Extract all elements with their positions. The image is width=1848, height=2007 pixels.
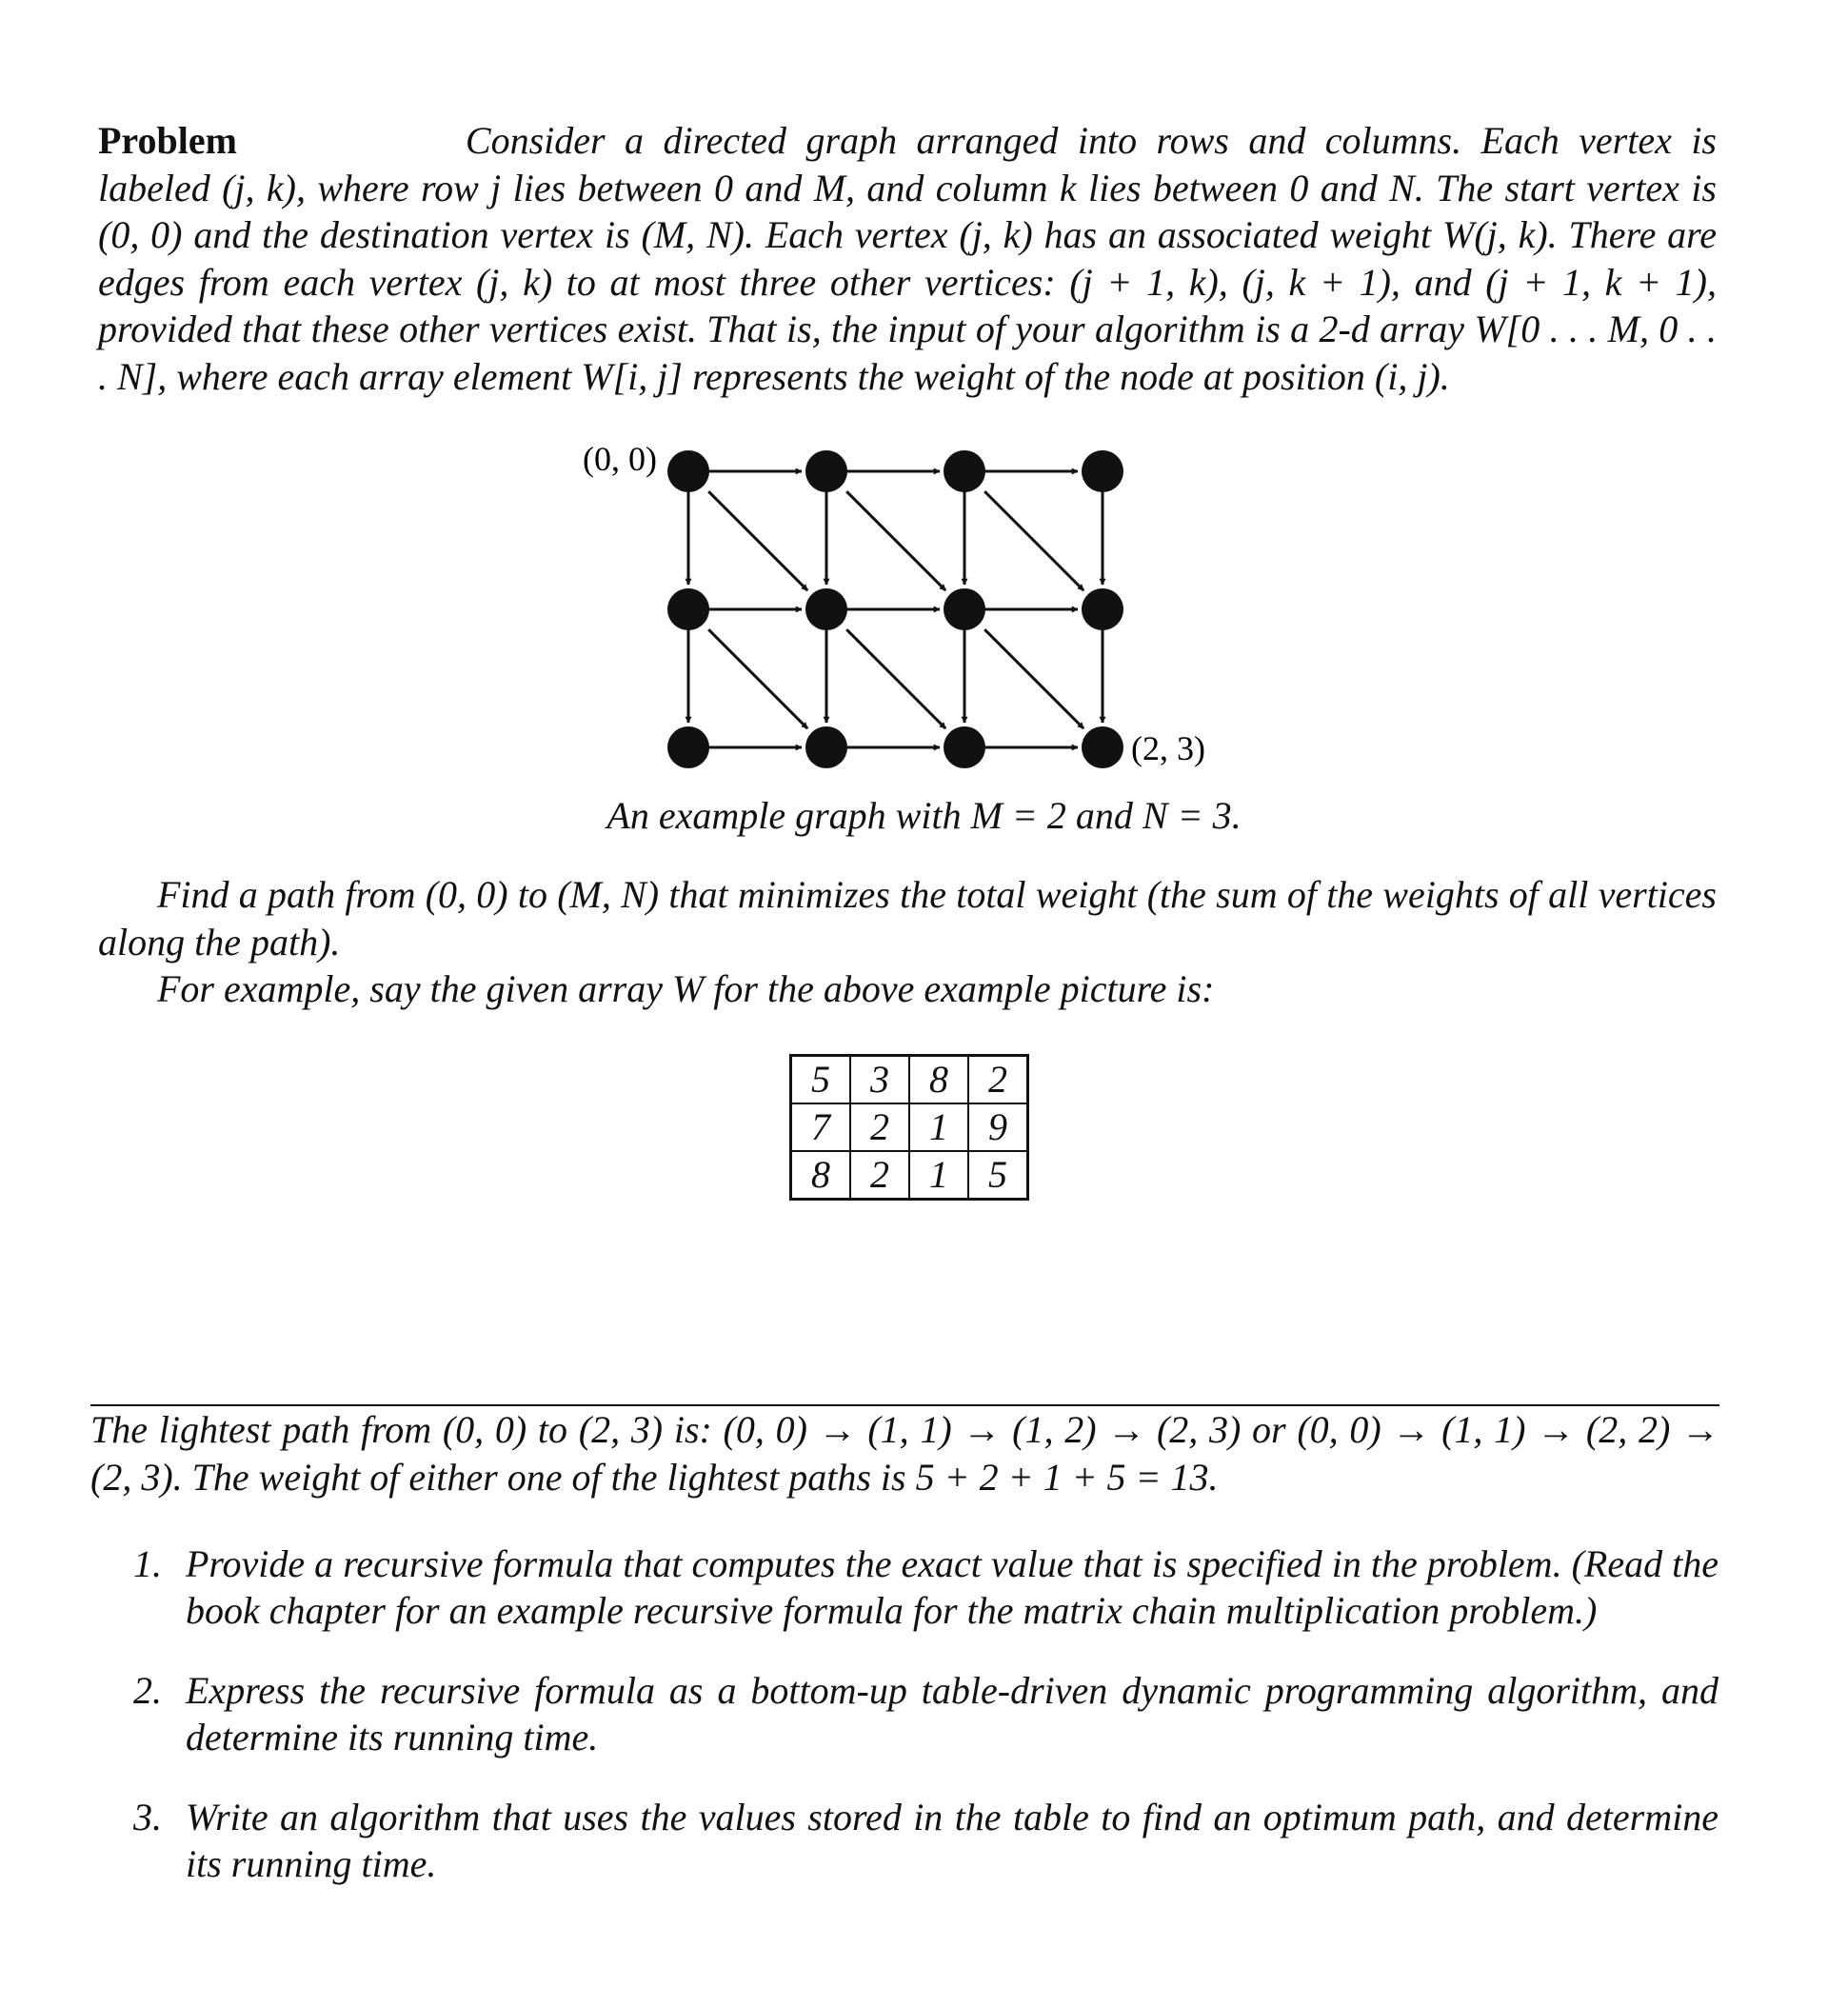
table-cell: 2 — [850, 1103, 909, 1151]
table-cell: 8 — [791, 1151, 851, 1200]
solution-paragraph: The lightest path from (0, 0) to (2, 3) is: (0, 0) → (1, 1) → (1, 2) → (2, 3) or (0, 0) → (1, 1) → (2, 2) → (2, 3). The weight of either one of the lightest paths is 5 + 2 + 1 + 5 = 13. — [90, 1408, 1719, 1499]
graph-edge-diagonal — [984, 491, 1083, 590]
table-cell: 5 — [968, 1151, 1028, 1200]
graph-vertex — [667, 450, 709, 492]
table-row — [791, 1151, 1028, 1200]
table-cell: 1 — [909, 1151, 968, 1200]
end-vertex-label: (2, 3) — [1131, 729, 1205, 767]
graph-vertex — [667, 588, 709, 630]
graph-vertex — [944, 450, 985, 492]
table-cell: 7 — [791, 1103, 851, 1151]
table-cell: 2 — [850, 1151, 909, 1200]
question-item — [133, 1667, 1719, 1760]
find-path-paragraph: Find a path from (0, 0) to (M, N) that minimizes the total weight (the sum of the weights of all vertices along the path). — [98, 873, 1717, 964]
start-vertex-label: (0, 0) — [583, 440, 657, 478]
graph-edge-diagonal — [846, 629, 945, 728]
question-item — [133, 1794, 1719, 1887]
graph-edge-diagonal — [708, 491, 807, 590]
graph-edge-diagonal — [846, 491, 945, 590]
graph-vertex — [944, 588, 985, 630]
question-number: 3. — [133, 1796, 162, 1838]
example-paragraph: For example, say the given array W for the above example picture is: — [157, 967, 1215, 1010]
graph-vertex — [805, 588, 847, 630]
graph-vertex — [805, 450, 847, 492]
graph-edges — [688, 471, 1103, 747]
question-text: Express the recursive formula as a bottom-up table-driven dynamic programming algorithm, and determine its running time. — [186, 1669, 1719, 1759]
table-cell: 8 — [909, 1056, 968, 1104]
graph-figure — [571, 433, 1238, 795]
problem-text: Consider a directed graph arranged into rows and columns. Each vertex is labeled (j, k), where row j lies between 0 and M, and column k lies between 0 and N. The start vertex is (0, 0) and the destination vertex is (M, N). Each vertex (j, k) has an associated weight W(j, k). There are edges from each vertex (j, k) to at most three other vertices: (j + 1, k), (j, k + 1), and (j + 1, k + 1), provided that these other vertices exist. That is, the input of your algorithm is a 2-d array W[0 . . . M, 0 . . . N], where each array element W[i, j] represents the weight of the node at position (i, j). — [98, 119, 1717, 398]
graph-vertex — [667, 726, 709, 768]
graph-vertex — [1082, 450, 1123, 492]
problem-title: Problem — [98, 119, 237, 162]
question-text: Provide a recursive formula that computes the exact value that is specified in the problem. (Read the book chapter for an example recursive formula for the matrix chain multiplication problem.) — [186, 1542, 1719, 1632]
table-cell: 9 — [968, 1103, 1028, 1151]
figure-caption: An example graph with M = 2 and N = 3. — [606, 794, 1242, 837]
graph-vertex — [805, 726, 847, 768]
graph-vertex — [944, 726, 985, 768]
table-cell: 1 — [909, 1103, 968, 1151]
table-row — [791, 1103, 1028, 1151]
question-text: Write an algorithm that uses the values stored in the table to find an optimum path, and determine its running time. — [186, 1796, 1719, 1885]
graph-edge-diagonal — [708, 629, 807, 728]
graph-vertex — [1082, 726, 1123, 768]
graph-edge-diagonal — [984, 629, 1083, 728]
table-cell: 5 — [791, 1056, 851, 1104]
question-item — [133, 1540, 1719, 1634]
table-cell: 2 — [968, 1056, 1028, 1104]
table-row — [791, 1056, 1028, 1104]
question-number: 1. — [133, 1542, 162, 1585]
question-number: 2. — [133, 1669, 162, 1712]
problem-statement — [98, 117, 1717, 400]
table-cell: 3 — [850, 1056, 909, 1104]
weight-table — [789, 1054, 1029, 1201]
question-list — [133, 1540, 1719, 1920]
graph-vertex — [1082, 588, 1123, 630]
